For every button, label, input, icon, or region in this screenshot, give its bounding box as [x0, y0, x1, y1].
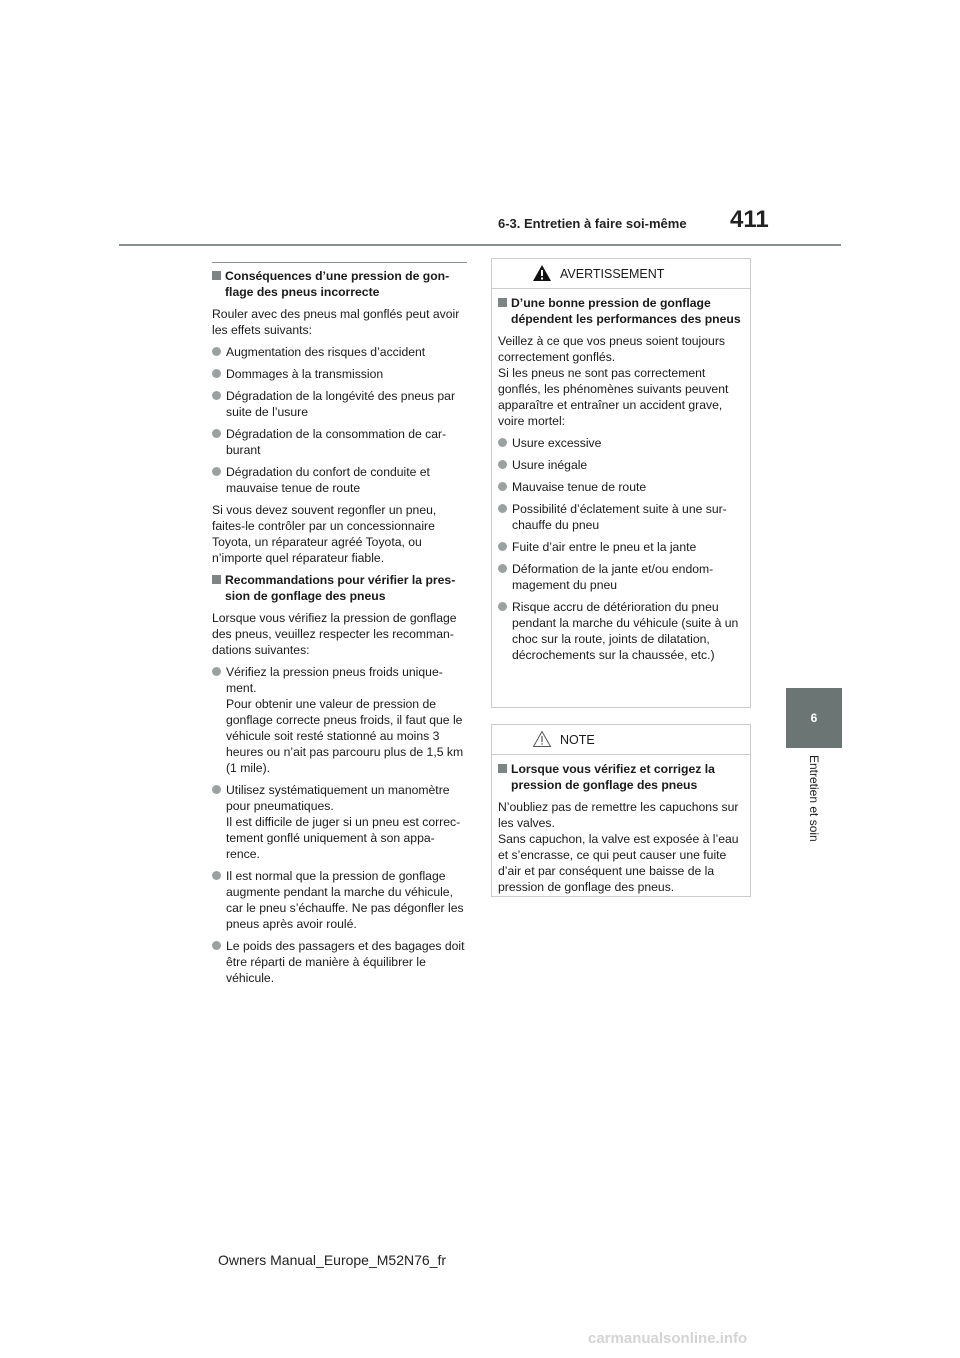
circle-bullet-icon [212, 871, 221, 880]
square-bullet-icon [212, 575, 221, 584]
list-item: Déformation de la jante et/ou endom-magement du pneu [498, 561, 744, 593]
section-title: 6-3. Entretien à faire soi-même [498, 216, 687, 231]
circle-bullet-icon [498, 438, 507, 447]
sub-heading: D’une bonne pression de gonflage dépendent les performances des pneus [498, 295, 744, 327]
warning-header [492, 259, 750, 289]
circle-bullet-icon [212, 369, 221, 378]
warning-triangle-icon [532, 264, 552, 282]
list-item: Usure inégale [498, 457, 744, 473]
list-item: Le poids des passagers et des bagages doit être réparti de manière à équilibrer le véhicule. [212, 938, 468, 986]
list-item: Possibilité d’éclatement suite à une sur-chauffe du pneu [498, 501, 744, 533]
list-item: Mauvaise tenue de route [498, 479, 744, 495]
chapter-tab[interactable]: 6 [786, 688, 842, 748]
list-item: Utilisez systématiquement un manomètre pour pneumatiques. Il est difficile de juger si un pneu est correc-tement gonflé uniquement à son appa-rence. [212, 782, 468, 862]
list-item: Augmentation des risques d’accident [212, 344, 468, 360]
circle-bullet-icon [212, 941, 221, 950]
paragraph: Veillez à ce que vos pneus soient toujours correctement gonflés. Si les pneus ne sont pas correctement gonflés, les phénomènes suivants peuvent apparaître et entraîner un accident grave, voire mortel: [498, 334, 729, 428]
list-item: Fuite d’air entre le pneu et la jante [498, 539, 744, 555]
caution-triangle-icon [532, 730, 552, 748]
warning-title: AVERTISSEMENT [560, 266, 665, 281]
circle-bullet-icon [212, 785, 221, 794]
note-title: NOTE [560, 732, 595, 747]
note-header [492, 725, 750, 755]
watermark: carmanualsonline.info [588, 1330, 748, 1347]
header-rule [119, 244, 841, 246]
footer-document-name: Owners Manual_Europe_M52N76_fr [218, 1252, 447, 1268]
sub-heading: Recommandations pour vérifier la pres-sion de gonflage des pneus [212, 572, 468, 604]
paragraph: N’oubliez pas de remettre les capuchons sur les valves. Sans capuchon, la valve est exposée à l’eau et s’encrasse, ce qui peut causer une fuite d’air et par conséquent une baisse de la pression de gonflage des pneus. [498, 800, 739, 894]
circle-bullet-icon [498, 482, 507, 491]
square-bullet-icon [212, 271, 221, 280]
paragraph: Rouler avec des pneus mal gonflés peut avoir les effets suivants: [212, 307, 460, 337]
paragraph: Lorsque vous vérifiez la pression de gonflage des pneus, veuillez respecter les recomman-dations suivantes: [212, 611, 457, 657]
left-column [212, 268, 468, 992]
circle-bullet-icon [212, 667, 221, 676]
chapter-label: Entretien et soin [807, 755, 821, 842]
square-bullet-icon [498, 764, 507, 773]
circle-bullet-icon [212, 467, 221, 476]
page-number: 411 [730, 206, 769, 233]
list-item: Il est normal que la pression de gonflage augmente pendant la marche du véhicule, car le pneu s’échauffe. Ne pas dégonfler les pneus après avoir roulé. [212, 868, 468, 932]
list-item: Vérifiez la pression pneus froids unique-ment. Pour obtenir une valeur de pression de gonflage correcte pneus froids, il faut que le véhicule soit resté stationné au moins 3 heures ou n’ait pas parcouru plus de 1,5 km (1 mile). [212, 664, 468, 776]
circle-bullet-icon [212, 391, 221, 400]
list-item: Risque accru de détérioration du pneu pendant la marche du véhicule (suite à un choc sur la route, joints de dilatation, décrochements sur la chaussée, etc.) [498, 599, 744, 663]
note-box [491, 724, 751, 897]
circle-bullet-icon [498, 504, 507, 513]
circle-bullet-icon [212, 429, 221, 438]
circle-bullet-icon [498, 602, 507, 611]
square-bullet-icon [498, 298, 507, 307]
list-item: Dégradation du confort de conduite et mauvaise tenue de route [212, 464, 468, 496]
circle-bullet-icon [212, 347, 221, 356]
column-rule [212, 262, 467, 263]
circle-bullet-icon [498, 460, 507, 469]
list-item: Usure excessive [498, 435, 744, 451]
warning-box [491, 258, 751, 708]
circle-bullet-icon [498, 564, 507, 573]
paragraph: Si vous devez souvent regonfler un pneu, faites-le contrôler par un concessionnaire Toyota, un réparateur agréé Toyota, ou n’importe quel réparateur fiable. [212, 503, 437, 565]
list-item: Dommages à la transmission [212, 366, 468, 382]
list-item: Dégradation de la longévité des pneus par suite de l’usure [212, 388, 468, 420]
circle-bullet-icon [498, 542, 507, 551]
list-item: Dégradation de la consommation de car-burant [212, 426, 468, 458]
sub-heading: Conséquences d’une pression de gon-flage des pneus incorrecte [212, 268, 468, 300]
sub-heading: Lorsque vous vérifiez et corrigez la pression de gonflage des pneus [498, 761, 744, 793]
